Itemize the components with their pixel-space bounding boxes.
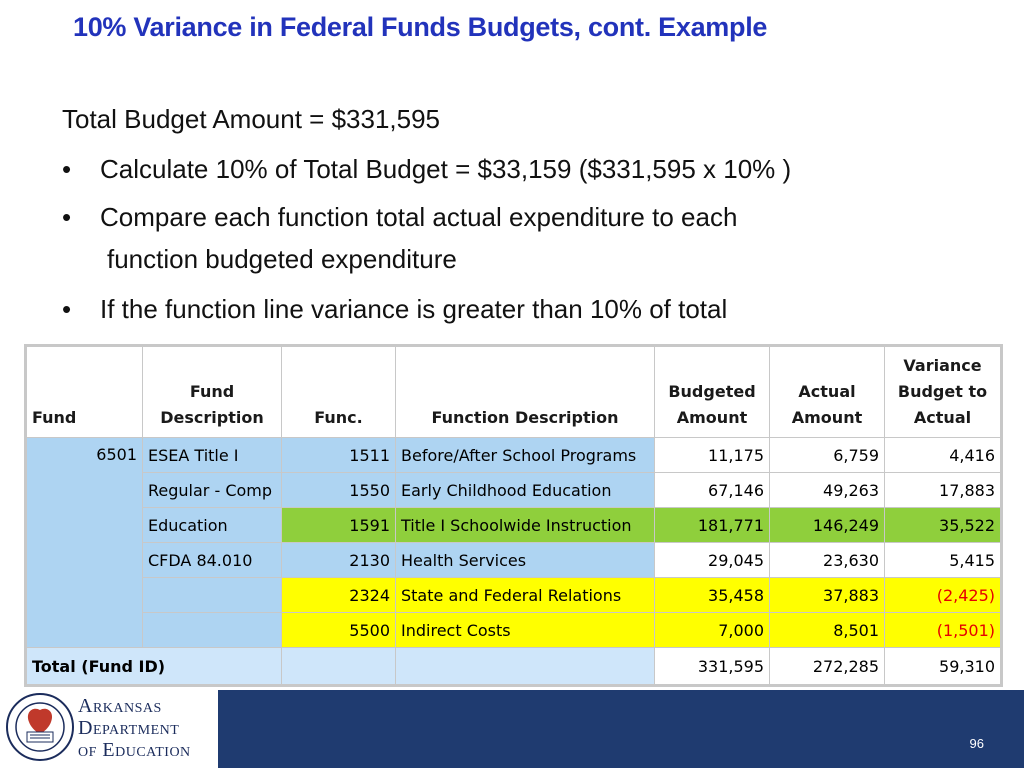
variance-cell: 17,883: [885, 473, 1001, 508]
func-cell: 2324: [282, 578, 396, 613]
budgeted-cell: 7,000: [655, 613, 770, 648]
variance-cell: (1,501): [885, 613, 1001, 648]
fund-desc-cell: CFDA 84.010: [143, 543, 282, 578]
total-budgeted-cell: 331,595: [655, 648, 770, 685]
func-desc-cell: State and Federal Relations: [396, 578, 655, 613]
footer-bar: [218, 690, 1024, 768]
table-row: [27, 438, 1001, 473]
actual-cell: 8,501: [770, 613, 885, 648]
bullet-compare: Compare each function total actual expenditure to each: [100, 202, 738, 232]
fund-desc-cell: [143, 578, 282, 613]
func-desc-cell: Indirect Costs: [396, 613, 655, 648]
bullet-icon: •: [62, 294, 72, 324]
ade-logo: [0, 690, 218, 768]
fund-code-cell: 6501: [27, 438, 143, 648]
bullet-icon: •: [62, 154, 72, 184]
budgeted-cell: 67,146: [655, 473, 770, 508]
header-fund-description: Fund Description: [143, 347, 282, 438]
fund-desc-cell: Regular - Comp: [143, 473, 282, 508]
func-cell: 5500: [282, 613, 396, 648]
actual-cell: 23,630: [770, 543, 885, 578]
func-desc-cell: Title I Schoolwide Instruction: [396, 508, 655, 543]
variance-cell: 4,416: [885, 438, 1001, 473]
func-cell: 1591: [282, 508, 396, 543]
total-budget-line: Total Budget Amount = $331,595: [62, 104, 441, 134]
actual-cell: 49,263: [770, 473, 885, 508]
state-seal-icon: [5, 692, 75, 762]
table-row: [27, 473, 1001, 508]
table-header-row: [27, 347, 1001, 438]
total-empty-cell: [396, 648, 655, 685]
func-cell: 1550: [282, 473, 396, 508]
ade-wordmark: Arkansas Department of Education: [78, 695, 191, 761]
table-row: [27, 543, 1001, 578]
fund-desc-cell: ESEA Title I: [143, 438, 282, 473]
fund-desc-cell: [143, 613, 282, 648]
actual-cell: 6,759: [770, 438, 885, 473]
budget-table: [26, 346, 1001, 685]
actual-cell: 146,249: [770, 508, 885, 543]
total-actual-cell: 272,285: [770, 648, 885, 685]
budgeted-cell: 181,771: [655, 508, 770, 543]
budgeted-cell: 11,175: [655, 438, 770, 473]
variance-cell: 5,415: [885, 543, 1001, 578]
actual-cell: 37,883: [770, 578, 885, 613]
table-row: [27, 613, 1001, 648]
variance-cell: 35,522: [885, 508, 1001, 543]
total-label-cell: Total (Fund ID): [27, 648, 282, 685]
budgeted-cell: 29,045: [655, 543, 770, 578]
func-cell: 2130: [282, 543, 396, 578]
header-func: Func.: [282, 347, 396, 438]
budgeted-cell: 35,458: [655, 578, 770, 613]
header-function-description: Function Description: [396, 347, 655, 438]
table-row: [27, 578, 1001, 613]
bullet-calculate: Calculate 10% of Total Budget = $33,159 ($331,595 x 10% ): [100, 154, 792, 184]
func-cell: 1511: [282, 438, 396, 473]
fund-desc-cell: Education: [143, 508, 282, 543]
header-budgeted-amount: Budgeted Amount: [655, 347, 770, 438]
header-fund: Fund: [27, 347, 143, 438]
page-number: 96: [969, 736, 984, 751]
func-desc-cell: Health Services: [396, 543, 655, 578]
func-desc-cell: Early Childhood Education: [396, 473, 655, 508]
header-variance: Variance Budget to Actual: [885, 347, 1001, 438]
func-desc-cell: Before/After School Programs: [396, 438, 655, 473]
table-row: [27, 508, 1001, 543]
bullet-compare-cont: function budgeted expenditure: [107, 244, 457, 274]
total-empty-cell: [282, 648, 396, 685]
bullet-icon: •: [62, 202, 72, 232]
variance-cell: (2,425): [885, 578, 1001, 613]
header-actual-amount: Actual Amount: [770, 347, 885, 438]
slide-title: 10% Variance in Federal Funds Budgets, cont. Example: [73, 12, 768, 42]
bullet-variance: If the function line variance is greater than 10% of total: [100, 294, 728, 324]
table-total-row: [27, 648, 1001, 685]
total-variance-cell: 59,310: [885, 648, 1001, 685]
